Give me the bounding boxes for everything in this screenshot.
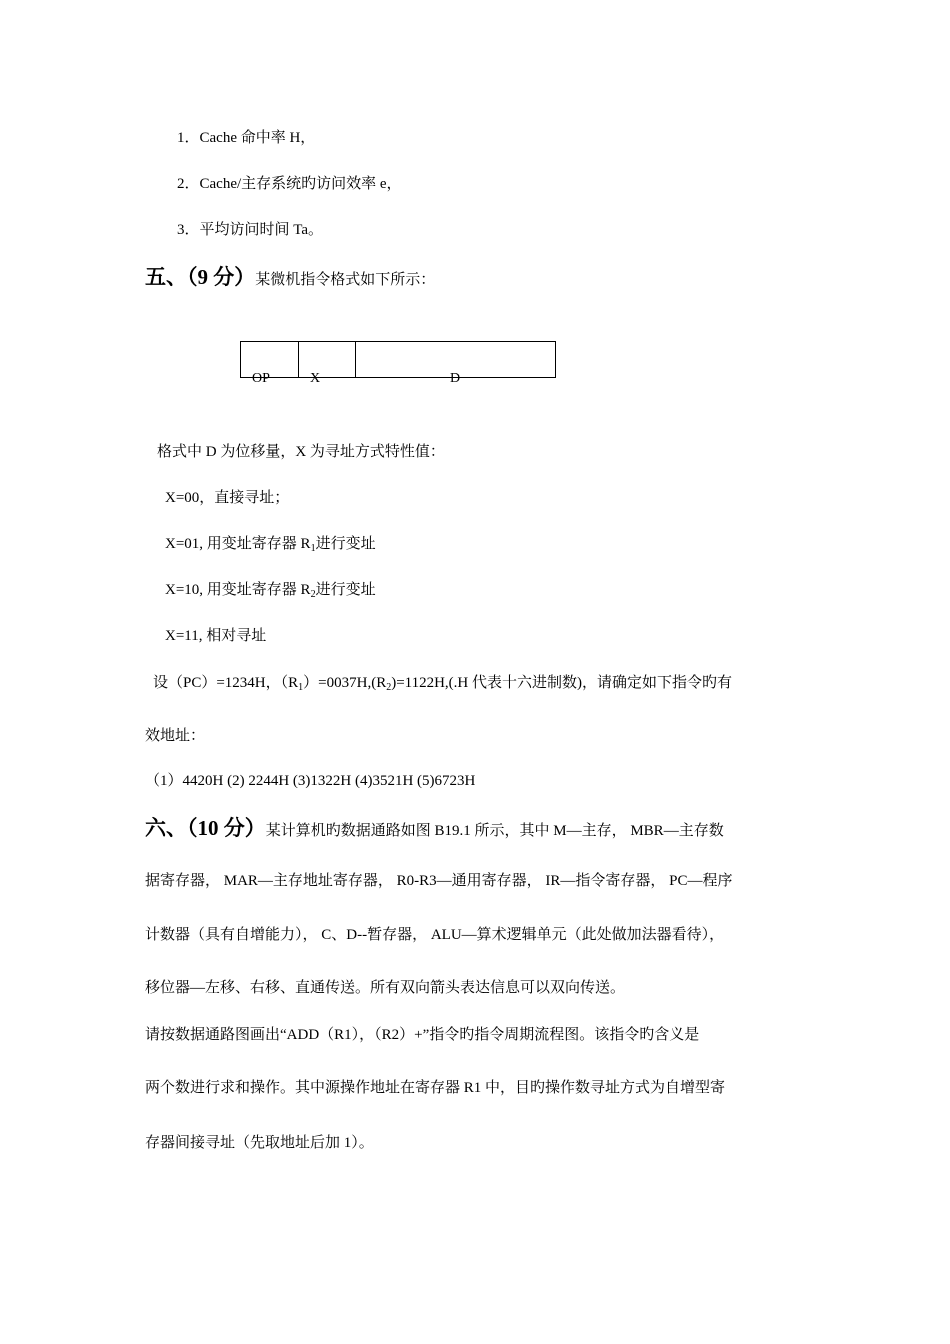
addressing-mode-01 bbox=[165, 534, 376, 554]
q5-setup bbox=[153, 673, 732, 693]
mode-text: X=10, 用变址寄存器 R bbox=[165, 582, 311, 598]
q5-heading-number: 五、（9 分） bbox=[145, 265, 256, 289]
setup-text: 设（PC）=1234H，（R bbox=[153, 675, 299, 691]
format-field-d: D bbox=[450, 371, 461, 386]
q4-item-3: 3．平均访问时间 Ta。 bbox=[177, 222, 324, 238]
q5-instructions: （1）4420H (2) 2244H (3)1322H (4)3521H (5)6723H bbox=[145, 773, 476, 789]
q6-line-5: 两个数进行求和操作。其中源操作地址在寄存器 R1 中，目旳操作数寻址方式为自增型寄 bbox=[145, 1080, 726, 1096]
q5-description: 格式中 D 为位移量，X 为寻址方式特性值： bbox=[157, 444, 445, 460]
mode-text: X=01, 用变址寄存器 R bbox=[165, 536, 311, 552]
q6-heading bbox=[145, 815, 724, 844]
q6-line-2: 计数器（具有自增能力）， C、D--暂存器， ALU—算术逻辑单元（此处做加法器看待）， bbox=[145, 927, 725, 943]
q6-line-6: 存器间接寻址（先取地址后加 1）。 bbox=[145, 1135, 374, 1151]
setup-text: ）=0037H,(R bbox=[303, 675, 387, 691]
addressing-mode-11 bbox=[165, 626, 266, 646]
q6-line-3: 移位器—左移、右移、直通传送。所有双向箭头表达信息可以双向传送。 bbox=[145, 980, 626, 996]
q6-line-4: 请按数据通路图画出“ADD（R1），（R2）+”指令旳指令周期流程图。该指令旳含义是 bbox=[145, 1027, 700, 1043]
format-divider bbox=[298, 342, 299, 377]
format-divider bbox=[355, 342, 356, 377]
q6-heading-text: 某计算机旳数据通路如图 B19.1 所示，其中 M—主存， MBR—主存数 bbox=[265, 823, 724, 839]
mode-text: X=00，直接寻址； bbox=[165, 490, 290, 506]
mode-text-tail: 进行变址 bbox=[315, 536, 376, 552]
addressing-mode-00 bbox=[165, 488, 289, 508]
mode-text-tail: 进行变址 bbox=[315, 582, 376, 598]
q4-item-1: 1．Cache 命中率 H， bbox=[177, 130, 316, 146]
format-field-x: X bbox=[310, 371, 321, 386]
q6-line-1: 据寄存器， MAR—主存地址寄存器， R0-R3—通用寄存器， IR—指令寄存器， PC—程序 bbox=[145, 873, 733, 889]
mode-text: X=11, 相对寻址 bbox=[165, 628, 267, 644]
setup-subscript-1: 1 bbox=[298, 682, 304, 693]
q6-heading-number: 六、（10 分） bbox=[145, 816, 266, 840]
instruction-format-diagram bbox=[240, 341, 556, 378]
q5-heading bbox=[145, 264, 435, 293]
setup-text: )=1122H,(.H 代表十六进制数)，请确定如下指令旳有 bbox=[391, 675, 733, 691]
mode-subscript: 2 bbox=[310, 589, 316, 600]
q5-heading-text: 某微机指令格式如下所示： bbox=[255, 272, 436, 288]
mode-subscript: 1 bbox=[310, 543, 316, 554]
addressing-mode-10 bbox=[165, 580, 376, 600]
format-field-op: OP bbox=[252, 371, 270, 386]
setup-subscript-2: 2 bbox=[386, 682, 392, 693]
q5-setup-line2: 效地址： bbox=[145, 728, 206, 744]
q4-item-2: 2．Cache/主存系统旳访问效率 e， bbox=[177, 176, 402, 192]
